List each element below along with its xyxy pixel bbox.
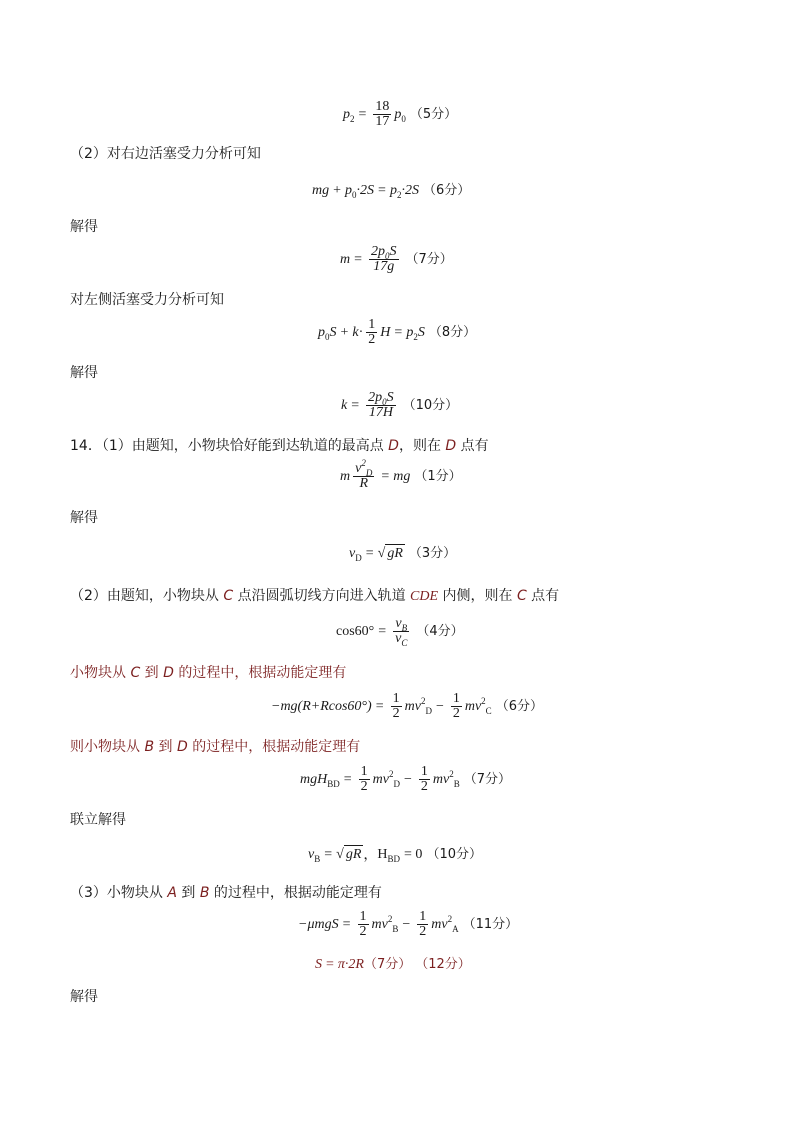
eq-subscript: B [392,923,399,934]
radical-sign-icon: √ [336,847,344,862]
paragraph-line: 联立解得 [70,812,126,828]
denominator: 17g [373,259,395,274]
eq-superscript: 2 [420,695,426,706]
eq-subscript: 0 [352,190,357,200]
equation-vd [349,544,456,563]
denominator: 2 [420,779,428,794]
point-label: D [163,665,174,681]
eq-subscript: C [485,705,492,716]
score-label: （11分） [462,916,519,932]
eq-term: mv [432,771,450,787]
eq-symbol: v [308,846,315,862]
eq-subscript: 2 [413,331,418,342]
text-run: ，则在 [398,438,446,454]
numerator: 1 [359,909,367,924]
denominator: 2 [392,706,400,721]
eq-symbol: p [394,106,402,122]
eq-term: ·2S [401,183,419,198]
question-14-part2 [70,587,559,606]
eq-operator: = [378,183,386,198]
question-14-part3 [70,884,382,902]
eq-superscript: 2 [481,695,486,706]
eq-operator: = [358,106,367,122]
eq-term: mgH [300,771,328,787]
numerator: 1 [392,691,400,706]
text-run: 的过程中，根据动能定理有 [187,739,361,755]
fraction [451,692,462,721]
numerator: 1 [360,764,368,779]
score-label: （12分） [415,957,471,972]
arc-label: CDE [410,589,439,604]
eq-symbol: H [380,324,391,340]
eq-subscript: BD [387,853,401,864]
fraction [366,391,396,420]
denominator: 2 [452,706,460,721]
score-label: （5分） [409,106,458,122]
denominator: 2 [419,924,427,939]
paragraph-line: 解得 [70,365,98,381]
eq-operator: · [358,324,364,340]
eq-symbol: k [352,324,359,340]
eq-operator: = [381,468,390,484]
point-label: C [130,665,141,681]
eq-subscript: C [401,638,408,648]
text-run: 点沿圆弧切线方向进入轨道 [233,588,411,604]
eq-operator: − [402,916,411,932]
eq-operator: − [435,698,444,714]
equation-centripetal [340,458,462,491]
eq-subscript: D [355,552,362,563]
paragraph-line-c-to-d [70,664,346,682]
separator: ， [363,846,378,863]
text-run: 到 [154,739,177,755]
numerator: 1 [368,317,376,332]
eq-subscript: 0 [382,397,387,407]
eq-term: = 0 [404,846,423,862]
denominator [393,632,409,646]
eq-term: mv [404,698,421,714]
eq-term: −μmgS [298,916,339,932]
paragraph-line: 解得 [70,989,98,1005]
denominator: 17H [368,405,393,420]
eq-symbol: p [406,324,414,340]
numerator-term: S [386,390,394,405]
eq-term: mv [371,916,388,932]
text-run: 到 [140,665,164,681]
numerator-term: 2p [368,390,383,405]
paragraph-line: （2）对右边活塞受力分析可知 [70,146,261,162]
eq-subscript: B [314,853,321,864]
equation-energy-cd [271,692,543,721]
eq-subscript: B [401,623,408,633]
eq-operator: = [343,771,352,787]
fraction [366,318,377,347]
eq-subscript: B [453,778,460,789]
equation-force-left [318,318,476,347]
equation-cos [336,617,464,646]
numerator-term: v [395,616,402,631]
text-run: 14．（1）由题知，小物块恰好能到达轨道的最高点 [70,438,389,454]
numerator-term: v [355,461,362,476]
eq-operator: = [375,698,384,714]
text-run: 内侧，则在 [438,588,517,604]
fraction [393,617,409,646]
equation-distance [315,956,471,974]
eq-subscript: 0 [325,331,330,342]
eq-subscript: 2 [350,113,355,124]
score-label: （4分） [416,623,464,639]
denominator: 2 [368,332,376,347]
eq-operator: + [340,324,349,340]
paragraph-line-b-to-d [70,738,360,756]
equation-energy-bd [300,765,511,794]
eq-term: ·2S [356,183,375,198]
eq-symbol: S [329,324,337,340]
eq-subscript: 0 [401,113,406,124]
question-14-part1 [70,437,489,455]
eq-operator: − [403,771,412,787]
eq-symbol: H [377,846,388,862]
numerator [369,245,399,260]
score-label: （8分） [428,324,477,340]
radicand: gR [387,546,403,561]
eq-term: mg [312,183,330,198]
eq-symbol: S [315,957,322,972]
radical-sign-icon: √ [377,546,386,561]
denominator: 17 [375,114,390,129]
text-run: 小物块从 [70,665,131,681]
equation-force-right [312,182,470,200]
numerator: 1 [420,764,428,779]
eq-term: −mg(R+Rcos60°) [271,698,372,714]
numerator [393,617,409,632]
text-run: 到 [176,885,200,901]
eq-symbol: k [341,397,348,413]
equation-mass [340,245,453,274]
radicand: gR [345,847,362,862]
equation-energy-ab [298,910,518,939]
fraction [358,910,369,939]
paragraph-line: 解得 [70,510,98,526]
eq-term: π·2R [337,957,364,972]
score-label: （10分） [426,846,482,862]
eq-symbol: p [345,183,353,198]
numerator [366,391,396,406]
score-label: （7分） [405,251,453,267]
eq-term: mg [393,468,411,484]
score-label: （7分） [363,957,412,972]
eq-symbol: m [340,251,351,267]
numerator [353,458,374,478]
eq-operator: = [351,397,360,413]
fraction [419,765,430,794]
numerator: 18 [375,99,390,114]
fraction [373,100,391,129]
eq-term: cos60° [336,623,375,639]
numerator-term: S [389,244,397,259]
score-label: （6分） [422,183,471,198]
eq-subscript: D [365,468,373,478]
fraction [391,692,402,721]
score-label: （3分） [408,545,457,561]
eq-symbol: p [389,183,397,198]
numerator: 1 [419,909,427,924]
eq-symbol: S [417,324,425,340]
eq-operator: = [354,251,363,267]
eq-term: mv [431,916,448,932]
eq-superscript: 2 [388,768,394,779]
fraction [359,765,370,794]
paragraph-line: 对左侧活塞受力分析可知 [70,292,224,308]
point-label: D [388,438,399,454]
eq-term: mv [464,698,482,714]
eq-operator: = [324,846,333,862]
text-run: 点有 [526,588,560,604]
point-label: B [199,885,210,901]
point-label: B [144,739,155,755]
eq-subscript: 0 [385,251,390,261]
eq-operator: = [342,916,351,932]
text-run: （3）小物块从 [70,885,168,901]
point-label: C [223,588,234,604]
equation-p2 [343,100,457,129]
eq-term: mv [372,771,389,787]
eq-subscript: D [393,778,400,789]
numerator: 1 [452,691,460,706]
square-root [336,845,363,864]
denominator: 2 [359,924,367,939]
eq-subscript: 2 [396,190,402,200]
equation-result [308,845,482,864]
eq-operator: = [326,957,334,972]
eq-operator: = [378,623,387,639]
eq-superscript: 2 [361,458,366,468]
score-label: （10分） [402,397,459,413]
equation-k [341,391,458,420]
point-label: D [445,438,457,454]
score-label: （7分） [463,771,512,787]
eq-superscript: 2 [387,913,393,924]
eq-subscript: BD [327,778,340,789]
eq-operator: = [394,324,403,340]
eq-superscript: 2 [449,768,454,779]
score-label: （1分） [414,468,462,484]
point-label: C [516,588,527,604]
fraction [353,458,374,491]
numerator-term: 2p [371,244,386,259]
text-run: 则小物块从 [70,739,145,755]
text-run: 的过程中，根据动能定理有 [173,665,347,681]
score-label: （6分） [495,698,543,714]
denominator-term: v [395,631,402,646]
fraction [369,245,399,274]
eq-operator: + [333,183,342,198]
eq-subscript: D [425,705,432,716]
denominator: 2 [360,779,368,794]
text-run: （2）由题知，小物块从 [70,588,224,604]
point-label: D [176,739,188,755]
eq-symbol: p [318,324,325,340]
eq-subscript: A [452,923,459,934]
paragraph-line: 解得 [70,219,98,235]
eq-symbol: v [349,545,356,561]
eq-symbol: m [340,468,351,484]
fraction [417,910,428,939]
eq-superscript: 2 [447,913,453,924]
eq-symbol: p [343,106,350,122]
denominator: R [359,476,369,491]
square-root [378,544,405,563]
text-run: 的过程中，根据动能定理有 [209,885,382,901]
eq-operator: = [365,545,374,561]
text-run: 点有 [456,438,489,454]
point-label: A [167,885,177,901]
